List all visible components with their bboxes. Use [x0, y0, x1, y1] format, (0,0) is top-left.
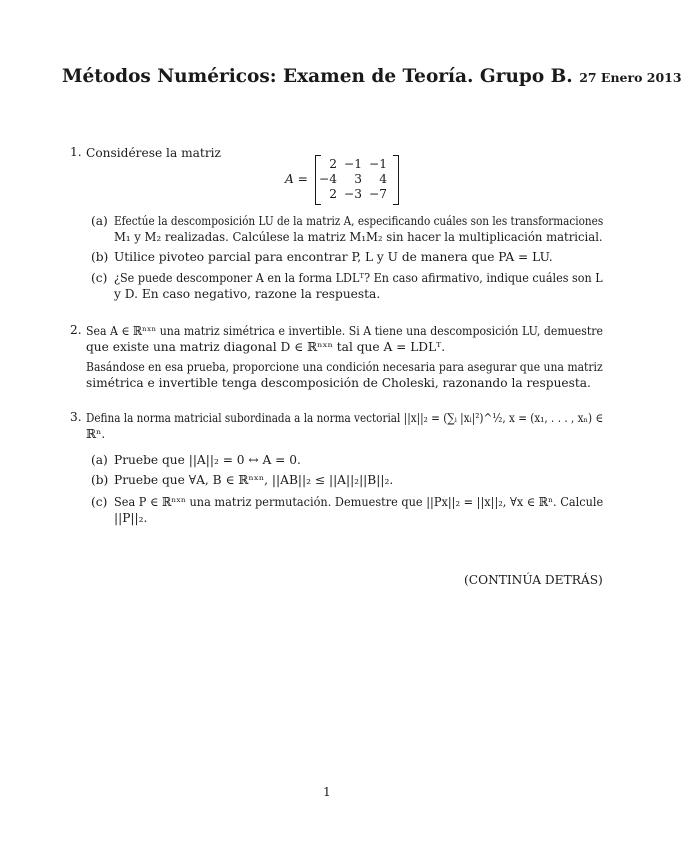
q1a-line1: Efectúe la descomposición LU de la matriz A, especificando cuáles son les transformaciones: [114, 214, 604, 228]
q2-line3: Basándose en esa prueba, proporcione una condición necesaria para asegurar que una matriz: [86, 360, 603, 374]
q1b-line1: Utilice pivoteo parcial para encontrar P, L y U de manera que PA = LU.: [114, 250, 553, 264]
q2-line1: Sea A ∈ ℝⁿˣⁿ una matriz simétrica e invertible. Si A tiene una descomposición LU, demuestre: [86, 324, 603, 338]
matrix-cell: 2: [329, 187, 337, 201]
page-number: 1: [323, 785, 331, 799]
q3-line2: ℝⁿ.: [86, 427, 106, 441]
title-text: Métodos Numéricos: Examen de Teoría. Grupo B.: [62, 66, 573, 87]
q2-line2: que existe una matriz diagonal D ∈ ℝⁿˣⁿ tal que A = LDLᵀ.: [86, 340, 446, 354]
q1c-line1: ¿Se puede descomponer A en la forma LDLᵀ? En caso afirmativo, indique cuáles son L: [114, 271, 603, 285]
exam-date: 27 Enero 2013: [579, 70, 682, 85]
matrix-cell: 3: [354, 172, 362, 186]
matrix-cell: −4: [319, 172, 337, 186]
q2-number: 2.: [70, 323, 82, 337]
q1c-line2: y D. En caso negativo, razone la respuesta.: [114, 287, 381, 301]
matrix-lhs: A =: [285, 172, 308, 186]
matrix-right-bracket: [393, 155, 399, 205]
q1b-label: (b): [91, 250, 109, 264]
q1a-label: (a): [91, 214, 108, 228]
q2-line4: simétrica e invertible tenga descomposición de Choleski, razonando la respuesta.: [86, 376, 591, 390]
q3c-line1: Sea P ∈ ℝⁿˣⁿ una matriz permutación. Demuestre que ||Px||₂ = ||x||₂, ∀x ∈ ℝⁿ. Calcule: [114, 495, 604, 509]
matrix-cell: −1: [369, 157, 387, 171]
matrix-cell: −3: [344, 187, 362, 201]
q1-number: 1.: [70, 145, 82, 159]
q1-intro: Considérese la matriz: [86, 146, 221, 160]
q1c-label: (c): [91, 271, 108, 285]
matrix-cell: −7: [369, 187, 387, 201]
q1a-line2: M₁ y M₂ realizadas. Calcúlese la matriz M₁M₂ sin hacer la multiplicación matricial.: [114, 230, 603, 244]
q3-line1: Defina la norma matricial subordinada a la norma vectorial ||x||₂ = (∑ᵢ |xᵢ|²)^½, x = (x₁, . . . , xₙ) ∈: [86, 411, 604, 425]
q3a-label: (a): [91, 453, 108, 467]
matrix-cell: 2: [329, 157, 337, 171]
matrix-cell: −1: [344, 157, 362, 171]
q3b-label: (b): [91, 473, 109, 487]
q3a-line1: Pruebe que ||A||₂ = 0 ↔ A = 0.: [114, 453, 301, 467]
exam-title: [62, 66, 682, 87]
q3-number: 3.: [70, 410, 82, 424]
q3b-line1: Pruebe que ∀A, B ∈ ℝⁿˣⁿ, ||AB||₂ ≤ ||A||₂||B||₂.: [114, 473, 394, 487]
q3c-label: (c): [91, 495, 108, 509]
continua-note: (CONTINÚA DETRÁS): [464, 573, 603, 587]
matrix-cell: 4: [379, 172, 387, 186]
q3c-line2: ||P||₂.: [114, 511, 148, 525]
